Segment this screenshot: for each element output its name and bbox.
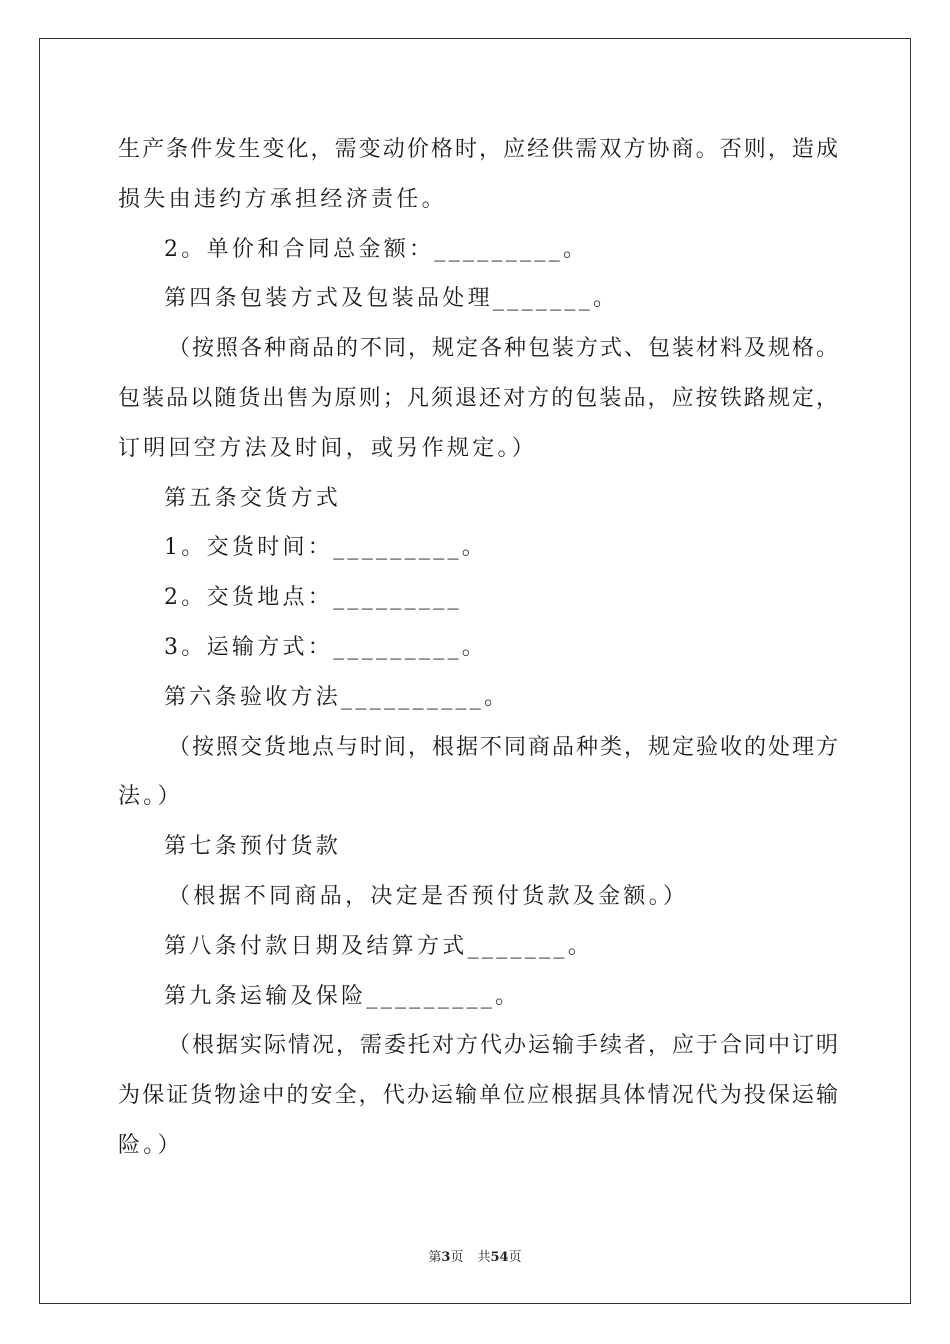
text-line: 生产条件发生变化，需变动价格时，应经供需双方协商。否则，造成 bbox=[118, 137, 838, 162]
total-prefix: 共 bbox=[477, 1250, 491, 1265]
note-line: 险。） bbox=[118, 1132, 183, 1158]
note-line: 法。） bbox=[118, 784, 183, 810]
page-footer bbox=[0, 1246, 950, 1265]
note-line: （按照各种商品的不同，规定各种包装方式、包装材料及规格。 bbox=[168, 336, 838, 362]
document-body bbox=[118, 125, 838, 1171]
page-prefix: 第 bbox=[428, 1250, 442, 1265]
page-number: 3 bbox=[441, 1250, 451, 1265]
note-line: 包装品以随货出售为原则；凡须退还对方的包装品，应按铁路规定， bbox=[118, 385, 838, 411]
article-heading: 第五条交货方式 bbox=[164, 485, 342, 511]
note-line: 为保证货物途中的安全，代办运输单位应根据具体情况代为投保运输 bbox=[118, 1083, 838, 1109]
total-pages: 54 bbox=[490, 1250, 509, 1265]
clause-item: 3。运输方式：_________。 bbox=[164, 634, 488, 660]
total-suffix: 页 bbox=[508, 1250, 522, 1265]
clause-item: 1。交货时间：_________。 bbox=[164, 535, 488, 561]
page-suffix: 页 bbox=[450, 1250, 464, 1265]
clause-item: 2。交货地点：_________ bbox=[164, 585, 462, 611]
note-line: 订明回空方法及时间，或另作规定。） bbox=[118, 435, 538, 461]
article-heading: 第九条运输及保险_________。 bbox=[164, 983, 521, 1009]
note-line: （根据不同商品，决定是否预付货款及金额。） bbox=[168, 883, 689, 909]
note-line: （按照交货地点与时间，根据不同商品种类，规定验收的处理方 bbox=[168, 734, 838, 760]
article-heading: 第四条包装方式及包装品处理_______。 bbox=[164, 286, 619, 312]
article-heading: 第七条预付货款 bbox=[164, 834, 342, 860]
article-heading: 第八条付款日期及结算方式_______。 bbox=[164, 933, 594, 959]
clause-item: 2。单价和合同总金额：_________。 bbox=[164, 236, 589, 262]
article-heading: 第六条验收方法__________。 bbox=[164, 684, 510, 710]
note-line: （根据实际情况，需委托对方代办运输手续者，应于合同中订明 bbox=[168, 1033, 838, 1059]
text-line: 损失由违约方承担经济责任。 bbox=[118, 186, 447, 212]
